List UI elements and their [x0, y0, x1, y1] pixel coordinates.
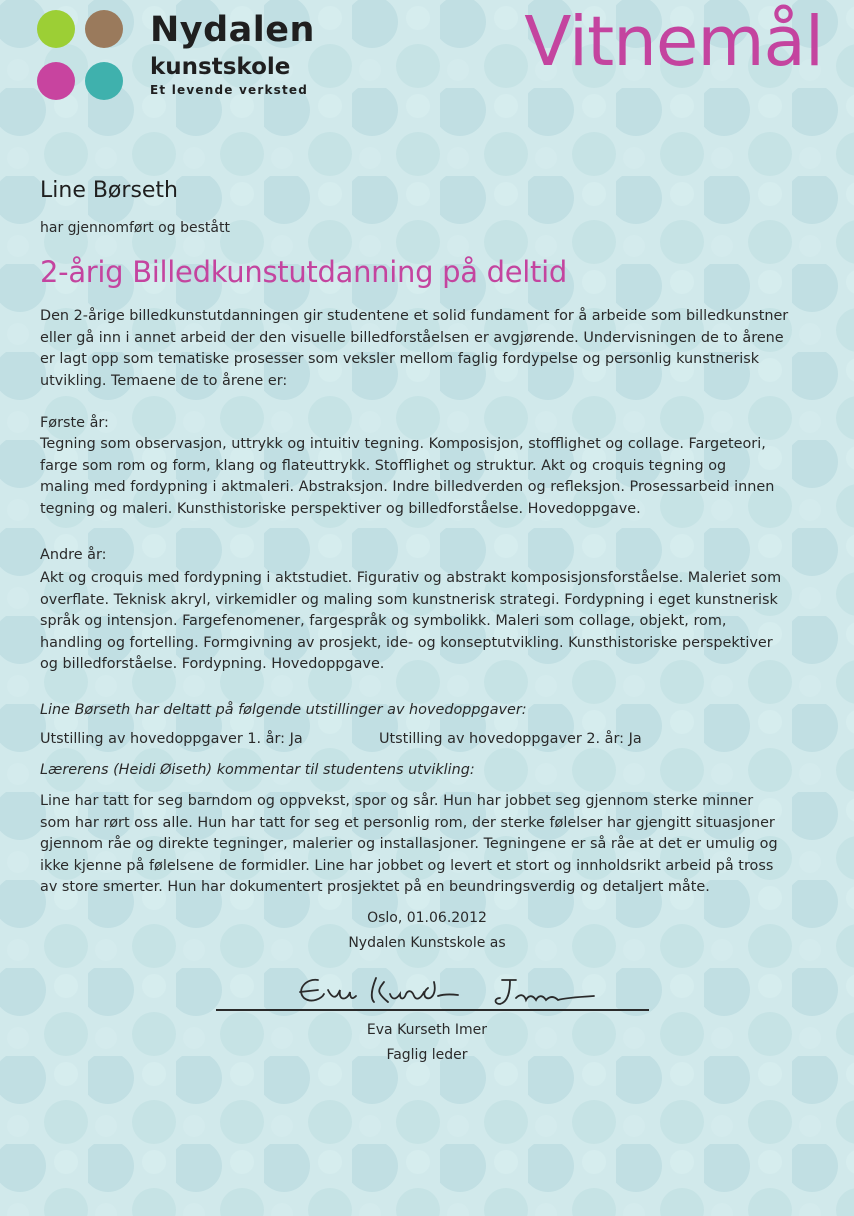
logo-dot-teal	[85, 62, 123, 100]
year2-heading: Andre år:	[40, 547, 107, 563]
place-date: Oslo, 01.06.2012	[367, 910, 487, 926]
logo-tagline: Et levende verksted	[150, 83, 309, 97]
signer-name: Eva Kurseth Imer	[366, 1022, 488, 1038]
document-title: Vitnemål	[524, 2, 823, 82]
intro-line: Den 2-årige billedkunstutdanningen gir studentene et solid fundament for å arbeide som billedkunstner	[40, 308, 789, 324]
exhibition-year1: Utstilling av hovedoppgaver 1. år: Ja	[40, 731, 303, 747]
year1-line: farge som rom og form, klang og flateuttrykk. Stofflighet og struktur. Akt og croquis tegning og	[40, 457, 727, 474]
intro-paragraph	[40, 306, 822, 392]
logo-dot-brown	[85, 10, 123, 48]
year1-line: tegning og maleri. Kunsthistoriske perspektiver og billedforståelse. Hovedoppgave.	[40, 500, 641, 517]
year1-heading: Første år:	[40, 415, 109, 431]
program-title: 2-årig Billedkunstutdanning på deltid	[40, 255, 567, 289]
logo-name: Nydalen	[150, 10, 315, 50]
year2-paragraph	[40, 568, 822, 676]
year2-line: språk og intensjon. Fargefenomener, fargespråk og symbolikk. Maleri som collage, objekt, rom,	[40, 613, 727, 629]
logo-dot-magenta	[37, 62, 75, 100]
comment-line: av store smerter. Hun har dokumentert prosjektet på en beundringsverdig og detaljert måte.	[40, 879, 710, 895]
year2-line: handling og fortelling. Formgivning av prosjekt, ide- og konseptutvikling. Kunsthistoriske perspektiver	[40, 634, 773, 651]
comment-line: som har rørt oss alle. Hun har tatt for seg et personlig rom, der sterke følelser har gjengitt situasjoner	[40, 814, 775, 831]
year2-line: Akt og croquis med fordypning i aktstudiet. Figurativ og abstrakt komposisjonsforståelse. Maleriet som	[40, 570, 782, 586]
comment-line: gjennom råe og direkte tegninger, malerier og installasjoner. Tegningene er så råe at det er umulig og	[40, 836, 778, 852]
year1-line: maling med fordypning i aktmaleri. Abstraksjon. Indre billedverden og refleksjon. Prosessarbeid innen	[40, 479, 775, 495]
signer-role: Faglig leder	[386, 1047, 468, 1063]
student-name: Line Børseth	[40, 178, 179, 203]
year1-paragraph	[40, 434, 822, 520]
logo-dot-green	[37, 10, 75, 48]
year1-line: Tegning som observasjon, uttrykk og intuitiv tegning. Komposisjon, stofflighet og collage. Fargeteori,	[40, 436, 766, 452]
logo-sub: kunstskole	[150, 54, 291, 80]
organization-name: Nydalen Kunstskole as	[348, 935, 506, 951]
comment-line: ikke kjenne på følelsene de formidler. Line har jobbet og levert et stort og innholdsrikt arbeid på tross	[40, 857, 774, 874]
year2-line: og billedforståelse. Fordypning. Hovedoppgave.	[40, 656, 385, 672]
signature-line	[216, 1009, 649, 1011]
intro-line: eller gå inn i annet arbeid der den visuelle billedforståelsen er avgjørende. Undervisningen de to årene	[40, 329, 784, 346]
intro-line: utvikling. Temaene de to årene er:	[40, 372, 288, 389]
year2-line: overflate. Teknisk akryl, virkemidler og maling som kunstnerisk strategi. Fordypning i eget kunstnerisk	[40, 591, 778, 608]
exhibitions-heading: Line Børseth har deltatt på følgende utstillinger av hovedoppgaver:	[40, 702, 527, 718]
intro-line: er lagt opp som tematiske prosesser som veksler mellom faglig fordypelse og personlig kunstnerisk	[40, 351, 760, 367]
comment-paragraph	[40, 791, 822, 899]
exhibition-year2: Utstilling av hovedoppgaver 2. år: Ja	[379, 731, 642, 747]
completed-text: har gjennomført og bestått	[40, 220, 230, 236]
comment-line: Line har tatt for seg barndom og oppvekst, spor og sår. Hun har jobbet seg gjennom sterke minner	[40, 793, 754, 809]
comment-heading: Lærerens (Heidi Øiseth) kommentar til studentens utvikling:	[40, 762, 475, 778]
